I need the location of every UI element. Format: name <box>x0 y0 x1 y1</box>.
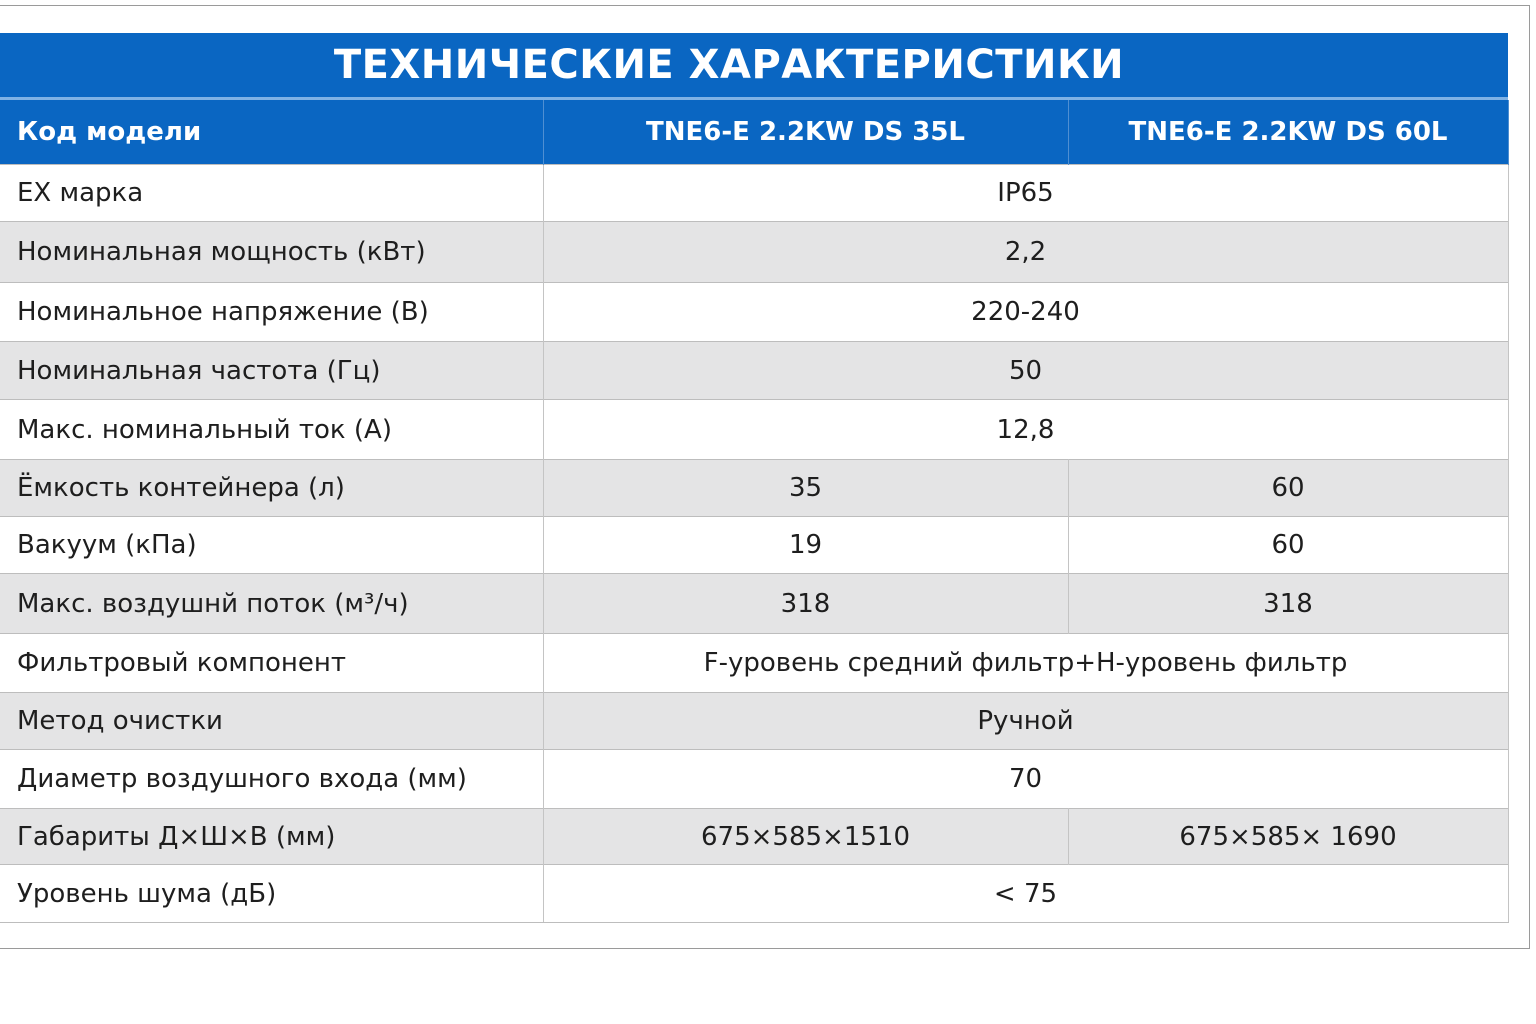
header-model-35l: TNE6-E 2.2KW DS 35L <box>543 100 1068 165</box>
row-label: Фильтровый компонент <box>0 634 543 693</box>
table-row <box>0 693 1508 750</box>
row-label: Метод очистки <box>0 693 543 750</box>
spec-table <box>0 100 1509 923</box>
table-row <box>0 400 1508 460</box>
row-value: F-уровень средний фильтр+H-уровень фильтр <box>543 634 1508 693</box>
row-label: Макс. воздушнй поток (м³/ч) <box>0 574 543 634</box>
table-row <box>0 865 1508 923</box>
row-value: 220-240 <box>543 283 1508 342</box>
row-value: IP65 <box>543 165 1508 222</box>
row-value-35l: 675×585×1510 <box>543 809 1068 865</box>
table-row <box>0 222 1508 283</box>
row-label: Габариты Д×Ш×В (мм) <box>0 809 543 865</box>
row-value-60l: 318 <box>1068 574 1508 634</box>
row-value: 12,8 <box>543 400 1508 460</box>
table-row <box>0 574 1508 634</box>
row-label: Ёмкость контейнера (л) <box>0 460 543 517</box>
table-row <box>0 342 1508 400</box>
row-label: EX марка <box>0 165 543 222</box>
table-row <box>0 809 1508 865</box>
page-title: ТЕХНИЧЕСКИЕ ХАРАКТЕРИСТИКИ <box>333 42 1125 88</box>
row-label: Номинальная частота (Гц) <box>0 342 543 400</box>
table-row <box>0 750 1508 809</box>
row-label: Вакуум (кПа) <box>0 517 543 574</box>
row-label: Номинальное напряжение (В) <box>0 283 543 342</box>
table-header-row <box>0 100 1508 165</box>
table-row <box>0 634 1508 693</box>
row-value: Ручной <box>543 693 1508 750</box>
title-bar <box>0 33 1508 100</box>
row-value-60l: 675×585× 1690 <box>1068 809 1508 865</box>
row-value-60l: 60 <box>1068 517 1508 574</box>
row-value-60l: 60 <box>1068 460 1508 517</box>
spec-sheet <box>0 33 1508 923</box>
table-row <box>0 165 1508 222</box>
table-row <box>0 283 1508 342</box>
row-value-35l: 19 <box>543 517 1068 574</box>
table-row <box>0 460 1508 517</box>
row-value-35l: 35 <box>543 460 1068 517</box>
row-value: < 75 <box>543 865 1508 923</box>
row-label: Диаметр воздушного входа (мм) <box>0 750 543 809</box>
row-value: 2,2 <box>543 222 1508 283</box>
row-value: 70 <box>543 750 1508 809</box>
row-label: Номинальная мощность (кВт) <box>0 222 543 283</box>
row-value-35l: 318 <box>543 574 1068 634</box>
header-model-60l: TNE6-E 2.2KW DS 60L <box>1068 100 1508 165</box>
row-label: Макс. номинальный ток (А) <box>0 400 543 460</box>
row-label: Уровень шума (дБ) <box>0 865 543 923</box>
header-model-code-label: Код модели <box>0 100 543 165</box>
row-value: 50 <box>543 342 1508 400</box>
table-row <box>0 517 1508 574</box>
